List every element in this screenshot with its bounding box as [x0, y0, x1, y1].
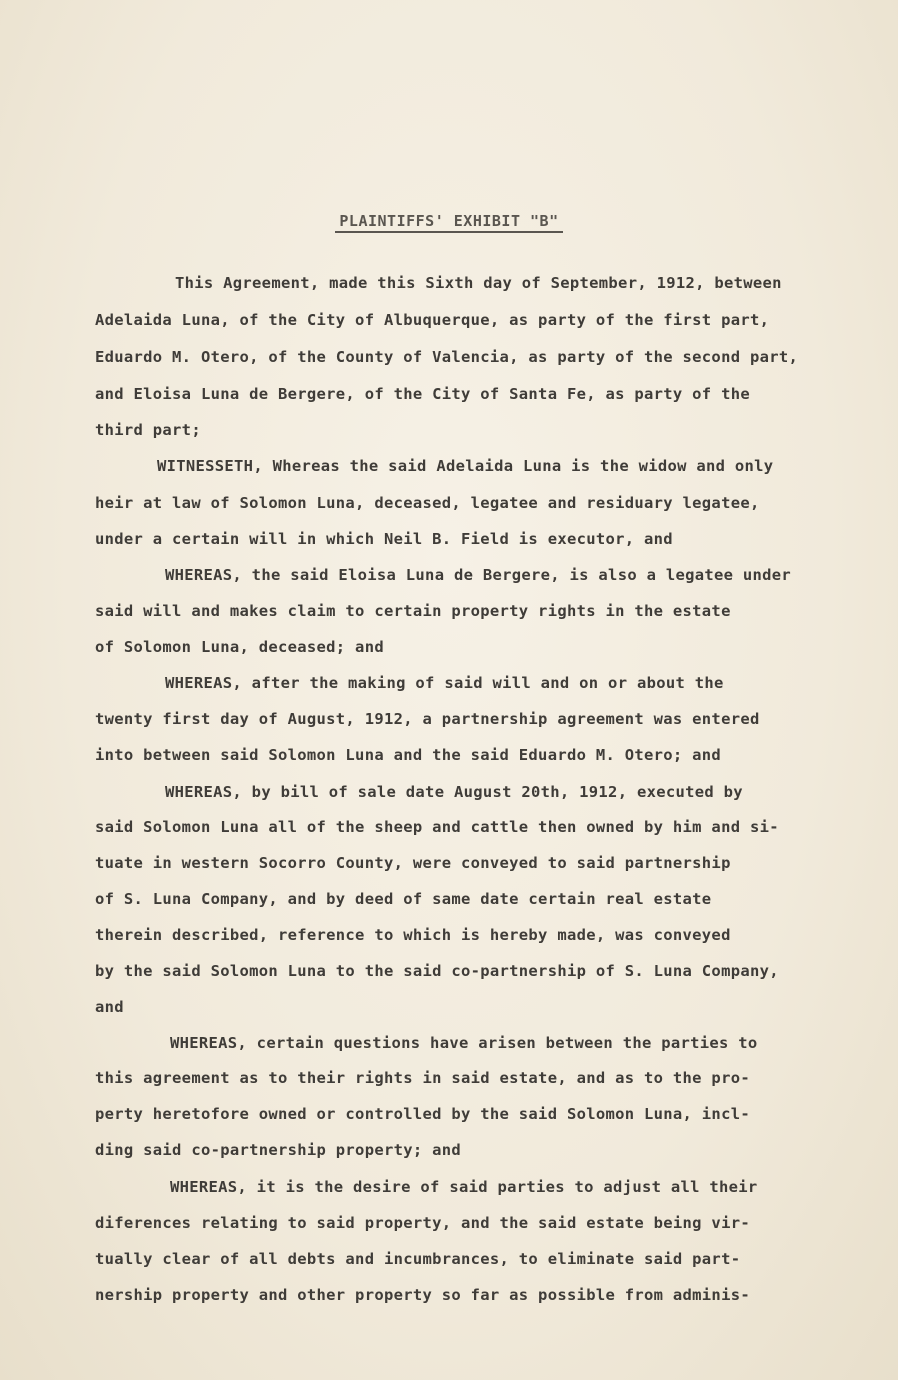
- text-line: this agreement as to their rights in said estate, and as to the pro-: [95, 1069, 750, 1087]
- text-line: and Eloisa Luna de Bergere, of the City of Santa Fe, as party of the: [95, 385, 750, 403]
- text-line: WITNESSETH, Whereas the said Adelaida Luna is the widow and only: [157, 457, 774, 475]
- text-line: of S. Luna Company, and by deed of same date certain real estate: [95, 890, 712, 908]
- exhibit-heading: [0, 212, 898, 230]
- text-line: and: [95, 998, 124, 1016]
- text-line: WHEREAS, by bill of sale date August 20th, 1912, executed by: [165, 783, 743, 801]
- text-line: Adelaida Luna, of the City of Albuquerque, as party of the first part,: [95, 311, 770, 329]
- text-line: third part;: [95, 421, 201, 439]
- text-line: twenty first day of August, 1912, a partnership agreement was entered: [95, 710, 760, 728]
- text-line: tuate in western Socorro County, were conveyed to said partnership: [95, 854, 731, 872]
- text-line: therein described, reference to which is hereby made, was conveyed: [95, 926, 731, 944]
- text-line: tually clear of all debts and incumbrances, to eliminate said part-: [95, 1250, 741, 1268]
- text-line: This Agreement, made this Sixth day of September, 1912, between: [175, 274, 782, 292]
- text-line: into between said Solomon Luna and the said Eduardo M. Otero; and: [95, 746, 722, 764]
- text-line: Eduardo M. Otero, of the County of Valencia, as party of the second part,: [95, 348, 799, 366]
- text-line: WHEREAS, certain questions have arisen between the parties to: [170, 1034, 758, 1052]
- text-line: WHEREAS, after the making of said will and on or about the: [165, 674, 724, 692]
- text-line: perty heretofore owned or controlled by the said Solomon Luna, incl-: [95, 1105, 750, 1123]
- text-line: by the said Solomon Luna to the said co-partnership of S. Luna Company,: [95, 962, 779, 980]
- text-line: under a certain will in which Neil B. Field is executor, and: [95, 530, 673, 548]
- text-line: heir at law of Solomon Luna, deceased, legatee and residuary legatee,: [95, 494, 760, 512]
- text-line: WHEREAS, it is the desire of said parties to adjust all their: [170, 1178, 758, 1196]
- text-line: ding said co-partnership property; and: [95, 1141, 462, 1159]
- text-line: nership property and other property so far as possible from adminis-: [95, 1286, 750, 1304]
- text-line: WHEREAS, the said Eloisa Luna de Bergere, is also a legatee under: [165, 566, 792, 584]
- exhibit-heading-text: PLAINTIFFS' EXHIBIT "B": [335, 212, 562, 233]
- text-line: diferences relating to said property, and the said estate being vir-: [95, 1214, 750, 1232]
- text-line: said will and makes claim to certain property rights in the estate: [95, 602, 731, 620]
- text-line: of Solomon Luna, deceased; and: [95, 638, 384, 656]
- text-line: said Solomon Luna all of the sheep and cattle then owned by him and si-: [95, 818, 779, 836]
